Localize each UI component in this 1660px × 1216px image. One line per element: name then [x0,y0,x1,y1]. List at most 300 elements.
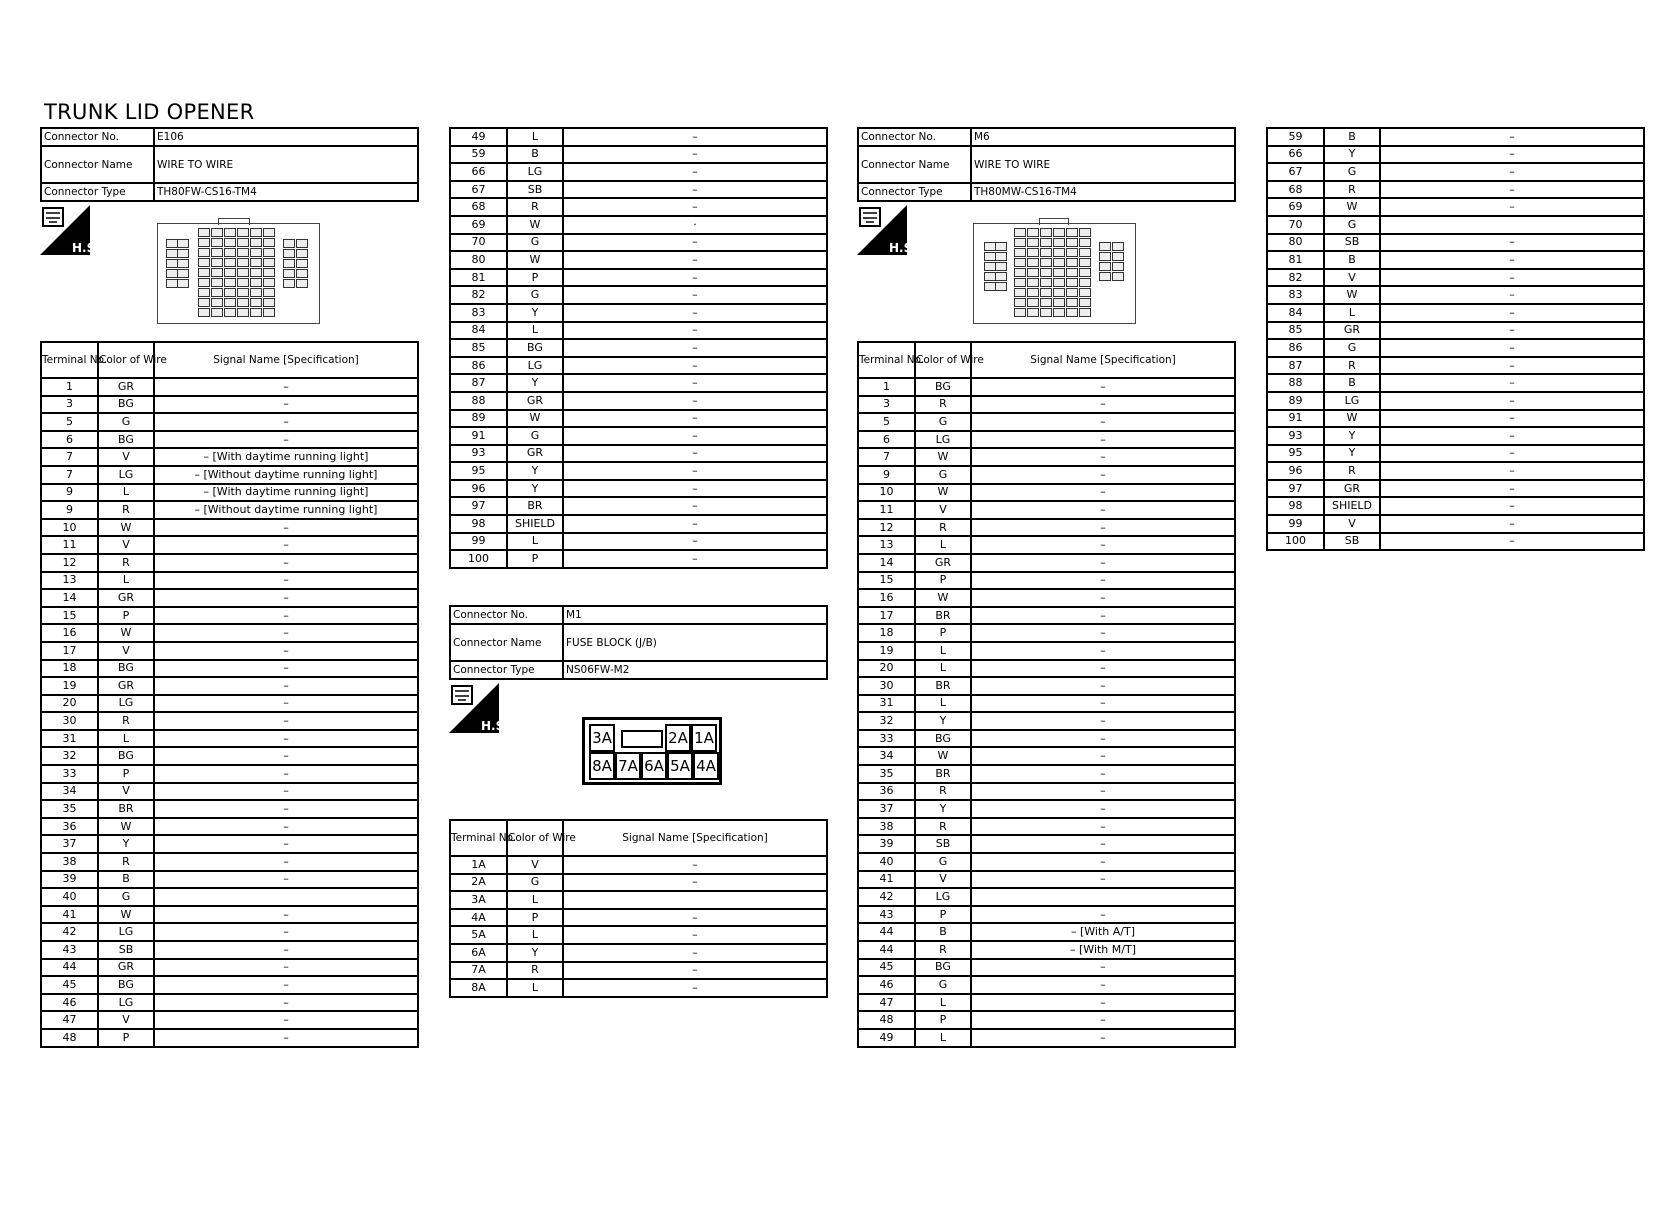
connector-no-value: M1 [563,606,827,624]
wire-color-cell: B [915,923,971,941]
table-row [41,976,418,994]
wire-color-cell: SB [1324,533,1380,551]
terminal-no-cell: 89 [450,410,507,428]
signal-name-cell: – [563,322,827,340]
table-row [41,888,418,906]
terminal-no-cell: 49 [858,1029,915,1047]
table-row [41,959,418,977]
wire-color-cell: R [915,783,971,801]
terminal-no-cell: 6 [41,431,98,449]
wire-color-cell: L [915,994,971,1012]
terminal-no-cell: 1 [41,378,98,396]
terminal-no-cell: 17 [858,607,915,625]
table-row [858,835,1235,853]
terminal-no-cell: 100 [1267,533,1324,551]
terminal-no-cell: 9 [41,501,98,519]
wire-color-cell: BR [915,677,971,695]
terminal-no-cell: 87 [450,374,507,392]
signal-name-cell: – [154,765,418,783]
wire-color-cell: L [98,730,154,748]
color-header: Color of Wire [507,820,563,856]
wire-color-cell: BG [915,730,971,748]
table-row [858,853,1235,871]
signal-name-cell: – [971,695,1235,713]
signal-name-cell: – [971,413,1235,431]
terminal-no-cell: 59 [450,146,507,164]
color-header: Color of Wire [98,342,154,378]
table-row [858,747,1235,765]
table-row [858,906,1235,924]
terminal-no-cell: 69 [1267,198,1324,216]
signal-name-cell: – [With A/T] [971,923,1235,941]
table-row [1267,445,1644,463]
signal-name-cell: – [1380,251,1644,269]
signal-name-cell [971,888,1235,906]
terminal-no-cell: 85 [1267,322,1324,340]
signal-name-cell: – [1380,515,1644,533]
terminal-no-cell: 93 [1267,427,1324,445]
terminal-no-cell: 14 [41,589,98,607]
terminal-no-cell: 37 [858,800,915,818]
signal-name-cell: – [563,269,827,287]
table-row [858,730,1235,748]
wire-color-cell: GR [507,445,563,463]
table-row [1267,322,1644,340]
table-row [858,642,1235,660]
signal-name-cell: – [1380,146,1644,164]
terminal-no-cell: 81 [1267,251,1324,269]
connector-info-e106 [40,127,419,202]
wire-color-cell: L [915,1029,971,1047]
connector-type-value: TH80FW-CS16-TM4 [154,183,418,201]
signal-name-cell: – [1380,304,1644,322]
table-row [1267,480,1644,498]
terminal-no-cell: 7 [41,448,98,466]
table-row [1267,339,1644,357]
wire-color-cell: SB [1324,234,1380,252]
terminal-no-cell: 12 [858,519,915,537]
wire-color-cell: W [915,484,971,502]
wire-color-cell: B [507,146,563,164]
signal-name-cell: – [971,396,1235,414]
terminal-no-cell: 7 [858,448,915,466]
signal-name-cell: – [563,515,827,533]
wire-color-cell: LG [1324,392,1380,410]
wire-color-cell: L [507,926,563,944]
table-row [450,357,827,375]
wire-color-cell: W [915,589,971,607]
signal-name-cell: – [563,146,827,164]
terminal-no-cell: 68 [450,198,507,216]
table-row [41,624,418,642]
signal-name-cell: – [971,519,1235,537]
signal-name-cell: – [563,533,827,551]
table-row [450,146,827,164]
table-row [41,1011,418,1029]
wire-color-cell: V [98,448,154,466]
table-row [450,497,827,515]
table-row [1267,462,1644,480]
signal-name-cell: – [Without daytime running light] [154,501,418,519]
signal-name-cell: – [154,624,418,642]
terminal-no-header: Terminal No. [41,342,98,378]
table-row [858,589,1235,607]
wire-color-cell: P [507,909,563,927]
terminal-no-cell: 80 [1267,234,1324,252]
fuse-cell: 2A [665,724,691,752]
table-row [41,835,418,853]
signal-name-cell: – [563,445,827,463]
table-row [858,660,1235,678]
table-row [450,374,827,392]
table-row [41,642,418,660]
table-row [858,536,1235,554]
table-row [41,431,418,449]
signal-name-cell: – [1380,181,1644,199]
terminal-no-cell: 30 [41,712,98,730]
wire-color-cell: BR [915,607,971,625]
signal-name-cell: – [563,874,827,892]
wire-color-cell: Y [507,462,563,480]
signal-name-cell: – [154,818,418,836]
terminal-no-cell: 42 [858,888,915,906]
terminal-no-cell: 97 [1267,480,1324,498]
signal-name-cell: – [563,181,827,199]
wire-color-cell: GR [1324,480,1380,498]
signal-name-cell: – [154,378,418,396]
signal-name-cell: – [154,941,418,959]
table-row [450,322,827,340]
signal-name-cell: – [563,962,827,980]
table-row [450,944,827,962]
terminal-no-cell: 95 [450,462,507,480]
wire-color-cell: LG [915,431,971,449]
terminal-table-m1 [449,819,828,998]
wire-color-cell: Y [1324,427,1380,445]
signal-name-cell: – [563,339,827,357]
signal-name-cell: – [563,234,827,252]
table-row [858,677,1235,695]
wire-color-cell: V [915,871,971,889]
signal-name-cell: – [154,642,418,660]
terminal-table-m6-b [1266,127,1645,551]
table-row [858,888,1235,906]
signal-name-cell [1380,216,1644,234]
table-row [450,874,827,892]
signal-name-cell: – [1380,533,1644,551]
wire-color-cell: L [915,695,971,713]
signal-name-cell: – [154,536,418,554]
wire-color-cell: Y [507,480,563,498]
terminal-no-cell: 35 [41,800,98,818]
table-row [41,554,418,572]
terminal-no-cell: 3 [858,396,915,414]
connector-info-m1 [449,605,828,680]
signal-name-cell: – [563,944,827,962]
signal-name-cell: – [154,572,418,590]
terminal-no-cell: 85 [450,339,507,357]
table-row [858,941,1235,959]
terminal-no-cell: 8A [450,979,507,997]
table-row [41,660,418,678]
table-row [450,909,827,927]
signal-name-cell: – [154,695,418,713]
signal-name-cell: – [971,783,1235,801]
terminal-no-cell: 10 [858,484,915,502]
harness-side-icon [857,205,917,255]
terminal-no-cell: 31 [41,730,98,748]
signal-name-cell: – [154,413,418,431]
signal-name-cell: – [154,871,418,889]
terminal-no-cell: 45 [858,959,915,977]
terminal-no-cell: 40 [858,853,915,871]
table-row [450,533,827,551]
table-row [450,128,827,146]
wire-color-cell: R [915,941,971,959]
wire-color-cell: BG [915,959,971,977]
table-row [450,891,827,909]
signal-name-cell: – [1380,410,1644,428]
signal-name-cell: – [563,251,827,269]
terminal-no-cell: 11 [858,501,915,519]
signal-name-cell: – [563,286,827,304]
wire-color-cell: L [1324,304,1380,322]
terminal-no-cell: 67 [1267,163,1324,181]
table-row [1267,374,1644,392]
table-row [858,818,1235,836]
terminal-no-cell: 43 [41,941,98,959]
wire-color-cell: W [1324,286,1380,304]
wire-color-cell: BG [98,396,154,414]
color-header: Color of Wire [915,342,971,378]
signal-name-cell: – [1380,497,1644,515]
signal-name-cell: – [971,501,1235,519]
terminal-no-cell: 16 [858,589,915,607]
terminal-no-cell: 45 [41,976,98,994]
table-row [450,480,827,498]
table-row [450,181,827,199]
table-row [41,466,418,484]
wire-color-cell: SHIELD [1324,497,1380,515]
signal-name-cell: – [563,392,827,410]
terminal-no-cell: 48 [858,1011,915,1029]
wire-color-cell: G [1324,163,1380,181]
table-row [1267,216,1644,234]
terminal-no-cell: 33 [41,765,98,783]
signal-name-cell: – [154,607,418,625]
table-row [450,979,827,997]
table-row [1267,198,1644,216]
table-row [41,448,418,466]
terminal-no-cell: 88 [1267,374,1324,392]
signal-name-cell: – [971,818,1235,836]
wire-color-cell: W [98,906,154,924]
table-row [450,251,827,269]
table-row [1267,427,1644,445]
fuse-cell: 6A [641,752,667,780]
connector-name-value: FUSE BLOCK (J/B) [563,624,827,661]
signal-name-cell: – [154,800,418,818]
signal-name-cell: – [1380,286,1644,304]
terminal-no-cell: 15 [858,572,915,590]
signal-name-cell: – [971,378,1235,396]
table-row [858,712,1235,730]
wire-color-cell: L [507,979,563,997]
wire-color-cell: Y [98,835,154,853]
wire-color-cell: R [1324,357,1380,375]
wire-color-cell: W [915,448,971,466]
terminal-no-cell: 81 [450,269,507,287]
hs-label: H.S. [72,241,100,255]
wire-color-cell: P [915,572,971,590]
terminal-no-cell: 16 [41,624,98,642]
signal-name-cell: – [154,660,418,678]
wire-color-cell: Y [1324,445,1380,463]
table-row [450,856,827,874]
terminal-no-cell: 9 [858,466,915,484]
signal-name-cell: – [154,783,418,801]
wire-color-cell: G [98,888,154,906]
table-row [41,501,418,519]
connector-type-label: Connector Type [450,661,563,679]
wire-color-cell: R [507,198,563,216]
table-row [858,501,1235,519]
connector-name-value: WIRE TO WIRE [154,146,418,183]
table-row [450,445,827,463]
table-row [450,410,827,428]
wire-color-cell: G [98,413,154,431]
signal-name-cell: – [With M/T] [971,941,1235,959]
wire-color-cell: L [507,533,563,551]
table-row [450,515,827,533]
wire-color-cell: W [98,818,154,836]
signal-name-cell: – [971,871,1235,889]
wire-color-cell: W [98,624,154,642]
signal-name-cell: – [154,853,418,871]
terminal-no-cell: 41 [858,871,915,889]
table-row [1267,251,1644,269]
table-row [858,695,1235,713]
wire-color-cell: P [98,1029,154,1047]
terminal-no-cell: 1 [858,378,915,396]
terminal-no-cell: 13 [858,536,915,554]
terminal-no-cell: 37 [41,835,98,853]
wire-color-cell: V [98,783,154,801]
wire-color-cell: W [98,519,154,537]
hs-label: H.S. [481,719,509,733]
table-row [41,783,418,801]
signal-name-cell: – [154,712,418,730]
terminal-no-cell: 35 [858,765,915,783]
wire-color-cell: GR [98,959,154,977]
signal-name-cell: – [563,163,827,181]
terminal-no-cell: 39 [41,871,98,889]
wire-color-cell: GR [98,677,154,695]
signal-name-cell: – [154,747,418,765]
signal-name-cell: – [154,730,418,748]
signal-name-cell: – [1380,445,1644,463]
signal-name-cell: – [Without daytime running light] [154,466,418,484]
wire-color-cell: R [915,519,971,537]
terminal-no-cell: 18 [41,660,98,678]
signal-name-cell: – [563,909,827,927]
table-row [41,994,418,1012]
terminal-no-cell: 100 [450,550,507,568]
terminal-no-cell: 33 [858,730,915,748]
terminal-no-cell: 32 [41,747,98,765]
table-row [41,396,418,414]
signal-name-cell: – [971,1029,1235,1047]
wire-color-cell: L [507,128,563,146]
terminal-no-cell: 32 [858,712,915,730]
signal-name-cell: – [563,926,827,944]
terminal-table-e106-a [40,341,419,1048]
page-title: TRUNK LID OPENER [44,100,255,124]
connector-no-value: E106 [154,128,418,146]
signal-name-cell: – [154,677,418,695]
terminal-table-m6-a [857,341,1236,1048]
table-row [41,800,418,818]
terminal-no-cell: 84 [450,322,507,340]
table-row [858,765,1235,783]
terminal-no-cell: 6A [450,944,507,962]
signal-name-cell: – [971,431,1235,449]
connector-type-label: Connector Type [858,183,971,201]
signal-name-cell: – [1380,480,1644,498]
fuse-cell: 5A [667,752,693,780]
wire-color-cell: GR [98,589,154,607]
wire-color-cell: B [98,871,154,889]
table-row [1267,515,1644,533]
wire-color-cell: W [507,251,563,269]
table-row [41,378,418,396]
signal-name-cell: – [971,730,1235,748]
terminal-no-cell: 5A [450,926,507,944]
fuse-cell: 8A [589,752,615,780]
table-row [1267,497,1644,515]
terminal-no-cell: 10 [41,519,98,537]
terminal-no-cell: 41 [41,906,98,924]
wire-color-cell: BR [915,765,971,783]
terminal-no-cell: 3 [41,396,98,414]
table-row [858,994,1235,1012]
wire-color-cell: LG [507,163,563,181]
terminal-no-cell: 48 [41,1029,98,1047]
wire-color-cell: SB [915,835,971,853]
terminal-no-cell: 42 [41,923,98,941]
signal-name-cell: – [971,536,1235,554]
table-row [41,747,418,765]
signal-header: Signal Name [Specification] [563,820,827,856]
signal-name-cell: – [154,835,418,853]
terminal-no-cell: 88 [450,392,507,410]
wire-color-cell: R [507,962,563,980]
wire-color-cell: BG [98,976,154,994]
signal-name-cell: – [154,976,418,994]
wire-color-cell: G [1324,216,1380,234]
terminal-no-cell: 87 [1267,357,1324,375]
wire-color-cell: G [507,286,563,304]
wire-color-cell: B [1324,374,1380,392]
terminal-no-cell: 49 [450,128,507,146]
terminal-no-cell: 5 [41,413,98,431]
terminal-no-cell: 47 [858,994,915,1012]
wire-color-cell: P [915,906,971,924]
wire-color-cell: Y [507,944,563,962]
signal-name-cell: – [971,853,1235,871]
terminal-no-cell: 93 [450,445,507,463]
terminal-no-cell: 95 [1267,445,1324,463]
